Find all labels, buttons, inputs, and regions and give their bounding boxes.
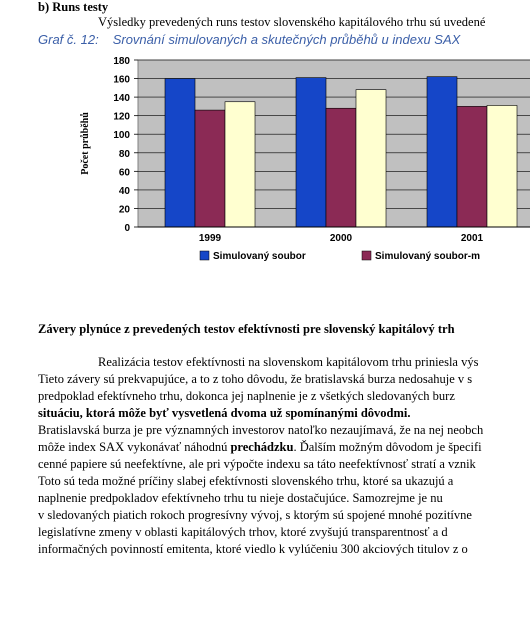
p2-line-8: informačných povinností emitenta, ktoré viedlo k vylúčeniu 300 akciových titulov z o: [38, 542, 468, 556]
figure-caption: [38, 32, 460, 47]
p2-line-2-bold: prechádzku: [230, 440, 294, 454]
p1-line-4: situáciu, ktorá môže byť vysvetlená dvoma už spomínanými dôvodmi.: [38, 406, 411, 420]
p2-line-2-a: môže index SAX vykonávať náhodnú: [38, 440, 231, 454]
bar: [225, 102, 255, 227]
y-axis-label: Počet průběhů: [80, 112, 91, 175]
p1-line-3: predpoklad efektívneho trhu, dokonca jej naplnenie je z všetkých sledovaných burz: [38, 389, 455, 403]
paragraph-1: [38, 354, 530, 422]
legend-label: Simulovaný soubor-m: [375, 251, 481, 262]
p1-line-2: Tieto závery sú prekvapujúce, a to z toho dôvodu, že bratislavská burza nedosahuje v s: [38, 372, 473, 386]
p2-line-1: Bratislavská burza je pre významných investorov natoľko nezaujímavá, že na nej neobch: [38, 423, 484, 437]
bar: [326, 108, 356, 227]
bar: [457, 106, 487, 227]
y-tick-label: 60: [118, 167, 130, 179]
bar: [487, 105, 517, 227]
figure-title: Srovnání simulovaných a skutečných průběhů u indexu SAX: [112, 32, 461, 47]
x-tick-label: 2001: [460, 233, 484, 244]
bar: [296, 78, 326, 227]
y-tick-label: 160: [113, 74, 130, 86]
y-tick-label: 20: [118, 204, 130, 216]
y-tick-label: 40: [118, 185, 130, 197]
p2-line-3: cenné papiere sú neefektívne, ale pri výpočte indexu sa táto neefektívnosť stratí a vznik: [38, 457, 476, 471]
y-tick-label: 120: [113, 111, 130, 123]
bar: [427, 77, 457, 227]
paragraph-2: [38, 422, 530, 558]
y-tick-label: 140: [113, 93, 130, 105]
intro-line: Výsledky prevedených runs testov slovenského kapitálového trhu sú uvedené: [98, 15, 486, 29]
legend-swatch: [362, 251, 371, 260]
p2-line-7: legislatívne zmeny v oblasti kapitálových trhov, ktoré zvyšujú transparentnosť a d: [38, 525, 448, 539]
y-tick-label: 180: [113, 56, 130, 67]
y-tick-label: 100: [113, 130, 130, 142]
p2-line-2-c: . Ďalším možným dôvodom je špecifi: [293, 440, 482, 454]
bar: [195, 110, 225, 227]
figure-label: Graf č. 12:: [38, 32, 99, 47]
section-heading: b) Runs testy: [38, 0, 109, 14]
y-tick-label: 0: [124, 223, 130, 234]
x-tick-label: 1999: [198, 233, 222, 244]
bar: [356, 90, 386, 227]
conclusions-title: Závery plynúce z prevedených testov efektívnosti pre slovenský kapitálový trh: [38, 322, 455, 336]
legend-swatch: [200, 251, 209, 260]
p2-line-6: v sledovaných piatich rokoch progresívny vývoj, s ktorým sú spojené mnohé pozitívne: [38, 508, 472, 522]
y-tick-label: 80: [118, 148, 130, 160]
x-tick-label: 2000: [329, 233, 353, 244]
legend-label: Simulovaný soubor: [213, 251, 306, 262]
bar: [165, 79, 195, 227]
p2-line-2: [38, 439, 530, 456]
p2-line-4: Toto sú teda možné príčiny slabej efektívnosti slovenského trhu, ktoré sa ukazujú a: [38, 474, 454, 488]
bar-chart: [38, 50, 530, 268]
p2-line-5: naplnenie predpokladov efektívneho trhu tu nieje dostačujúce. Samozrejme je nu: [38, 491, 443, 505]
p1-line-1: Realizácia testov efektívnosti na slovenskom kapitálovom trhu priniesla výs: [98, 355, 479, 369]
